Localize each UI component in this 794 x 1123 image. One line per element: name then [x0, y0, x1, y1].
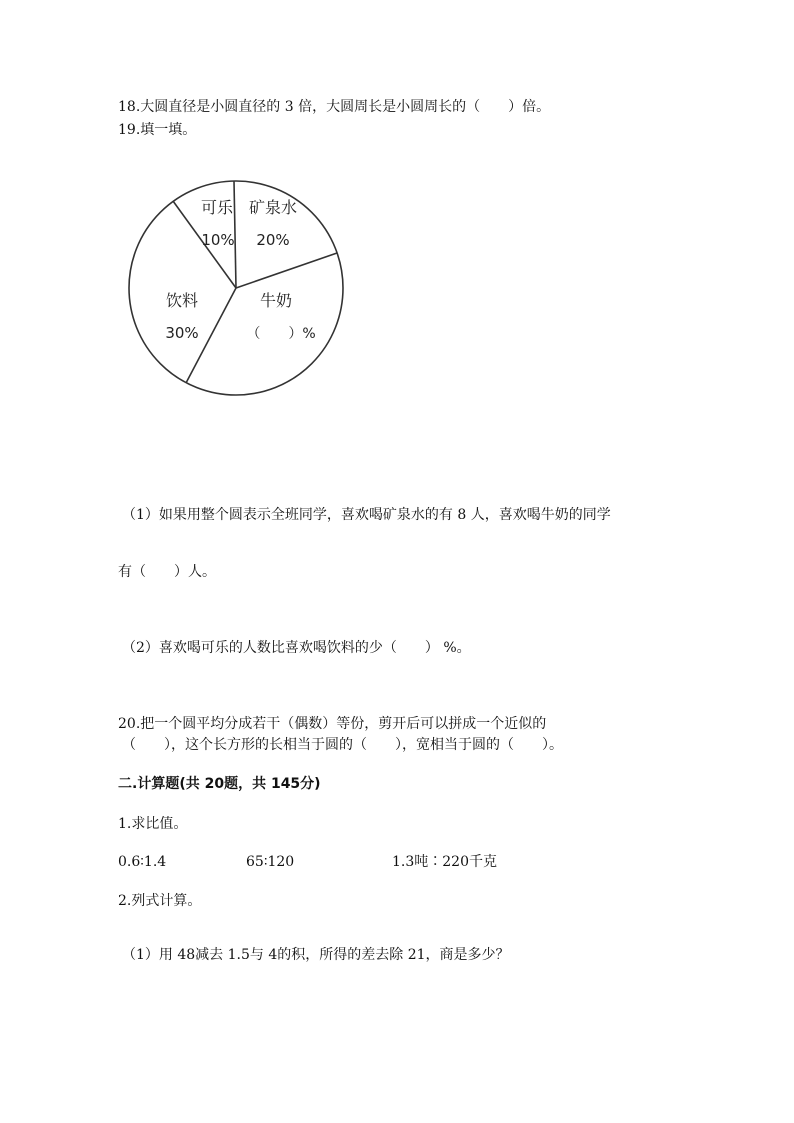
ratio-item-3: 1.3吨∶220千克 [392, 854, 497, 870]
pie-value-drink: 30% [165, 324, 199, 342]
question-20-line1: 20.把一个圆平均分成若干（偶数）等份，剪开后可以拼成一个近似的 [118, 716, 547, 732]
pie-chart [125, 173, 355, 403]
pie-value-cola: 10% [201, 231, 235, 249]
question-18: 18.大圆直径是小圆直径的 3 倍，大圆周长是小圆周长的（ ）倍。 [118, 99, 551, 115]
question-19-title: 19.填一填。 [118, 122, 197, 138]
pie-label-cola: 可乐 [200, 198, 234, 217]
pie-label-water: 矿泉水 [248, 198, 298, 217]
calc-q2-part1: （1）用 48减去 1.5与 4的积，所得的差去除 21，商是多少？ [122, 947, 510, 963]
pie-value-water: 20% [256, 231, 290, 249]
question-20-line2: （ ），这个长方形的长相当于圆的（ ），宽相当于圆的（ ）。 [122, 737, 563, 753]
pie-label-drink: 饮料 [165, 291, 199, 310]
pie-label-milk: 牛奶 [259, 291, 293, 310]
section-2-heading: 二.计算题(共 20题，共 145分) [118, 776, 321, 792]
calc-q2-title: 2.列式计算。 [118, 893, 202, 909]
ratio-item-2: 65∶120 [246, 854, 295, 870]
question-19-part1-line2: 有（ ）人。 [118, 564, 216, 580]
question-19-part1-line1: （1）如果用整个圆表示全班同学，喜欢喝矿泉水的有 8 人，喜欢喝牛奶的同学 [122, 507, 611, 523]
pie-value-milk: （ ）% [246, 326, 316, 342]
ratio-item-1: 0.6∶1.4 [118, 854, 167, 870]
question-19-part2: （2）喜欢喝可乐的人数比喜欢喝饮料的少（ ） %。 [122, 640, 471, 656]
calc-q1-title: 1.求比值。 [118, 816, 188, 832]
